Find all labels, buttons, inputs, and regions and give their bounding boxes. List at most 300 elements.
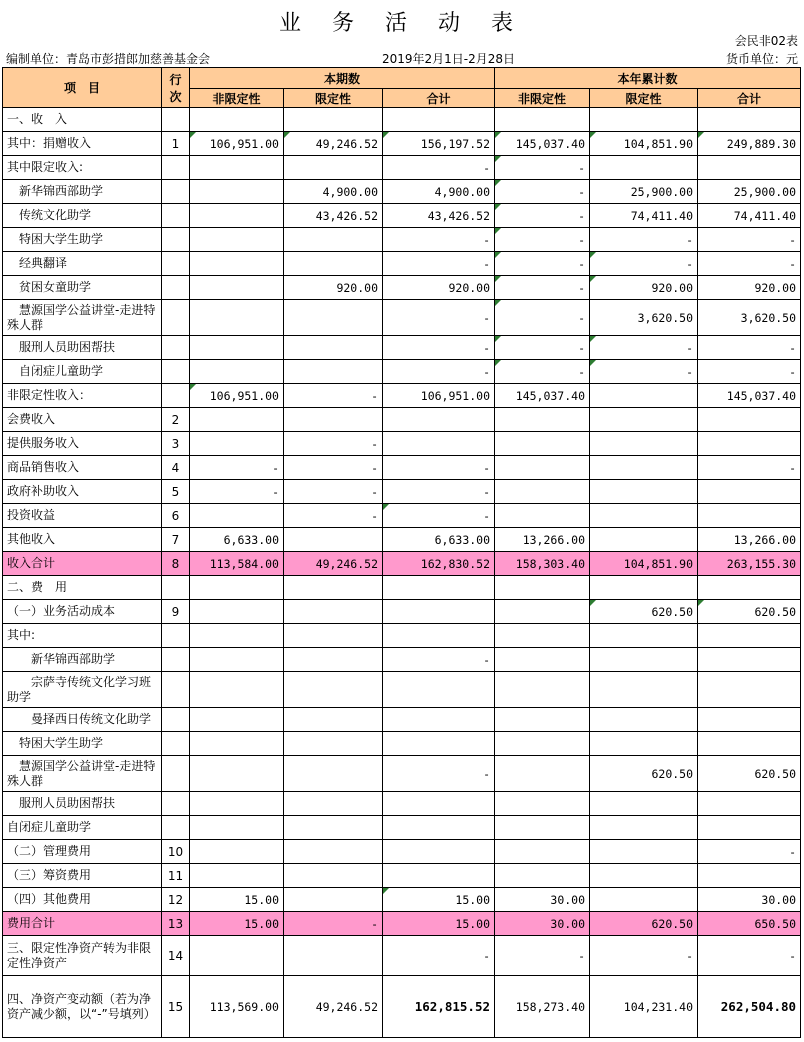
cell-c1 <box>190 156 284 180</box>
cell-y3: - <box>698 360 801 384</box>
row-line-number <box>162 672 190 708</box>
cell-c2: - <box>284 504 383 528</box>
form-code: 会民非02表 <box>734 34 798 48</box>
cell-c3 <box>383 864 495 888</box>
cell-c1: 6,633.00 <box>190 528 284 552</box>
cell-c3: 43,426.52 <box>383 204 495 228</box>
row-item-label: 其中：捐赠收入 <box>3 132 162 156</box>
row-item-label: 非限定性收入： <box>3 384 162 408</box>
cell-y3 <box>698 156 801 180</box>
table-row <box>3 864 801 888</box>
row-line-number <box>162 732 190 756</box>
row-item-label: 特困大学生助学 <box>3 732 162 756</box>
table-row <box>3 756 801 792</box>
cell-y1: - <box>495 228 590 252</box>
cell-c2: - <box>284 912 383 936</box>
cell-c2 <box>284 336 383 360</box>
cell-y2 <box>590 156 698 180</box>
cell-y1 <box>495 480 590 504</box>
row-item-label: 一、收 入 <box>3 108 162 132</box>
report-title: 业 务 活 动 表 <box>279 11 525 36</box>
row-line-number: 8 <box>162 552 190 576</box>
cell-y3 <box>698 672 801 708</box>
cell-c1: 113,569.00 <box>190 976 284 1038</box>
cell-y2: 3,620.50 <box>590 300 698 336</box>
cell-y3 <box>698 108 801 132</box>
cell-c3: - <box>383 156 495 180</box>
cell-c3: 920.00 <box>383 276 495 300</box>
cell-y2 <box>590 672 698 708</box>
cell-c3: - <box>383 228 495 252</box>
cell-c3: 106,951.00 <box>383 384 495 408</box>
row-item-label: 慧源国学公益讲堂-走进特殊人群 <box>3 756 162 792</box>
cell-y3: 920.00 <box>698 276 801 300</box>
table-row <box>3 360 801 384</box>
cell-c2 <box>284 756 383 792</box>
cell-c2 <box>284 888 383 912</box>
row-item-label: 提供服务收入 <box>3 432 162 456</box>
cell-c2 <box>284 840 383 864</box>
cell-c3 <box>383 732 495 756</box>
header-item: 项 目 <box>3 68 162 108</box>
header-current: 本期数 <box>190 68 495 89</box>
row-item-label: 商品销售收入 <box>3 456 162 480</box>
cell-c1 <box>190 816 284 840</box>
cell-c3 <box>383 792 495 816</box>
table-row <box>3 708 801 732</box>
cell-y1 <box>495 708 590 732</box>
cell-y2: - <box>590 228 698 252</box>
cell-y3: 650.50 <box>698 912 801 936</box>
header-current-restricted: 限定性 <box>284 89 383 108</box>
row-item-label: 收入合计 <box>3 552 162 576</box>
cell-c1: 106,951.00 <box>190 132 284 156</box>
cell-c1 <box>190 204 284 228</box>
cell-y2: 104,851.90 <box>590 132 698 156</box>
cell-c2: 49,246.52 <box>284 976 383 1038</box>
cell-y1: - <box>495 204 590 228</box>
cell-c3: 15.00 <box>383 888 495 912</box>
row-item-label: 二、费 用 <box>3 576 162 600</box>
table-row <box>3 156 801 180</box>
row-item-label: 新华锦西部助学 <box>3 648 162 672</box>
row-line-number <box>162 624 190 648</box>
cell-c1: - <box>190 456 284 480</box>
table-row <box>3 504 801 528</box>
row-line-number <box>162 756 190 792</box>
table-row <box>3 672 801 708</box>
cell-y1 <box>495 672 590 708</box>
row-item-label: 自闭症儿童助学 <box>3 816 162 840</box>
cell-y3 <box>698 864 801 888</box>
row-line-number <box>162 276 190 300</box>
cell-c2 <box>284 408 383 432</box>
cell-c1 <box>190 936 284 976</box>
cell-c3: - <box>383 648 495 672</box>
row-item-label: 政府补助收入 <box>3 480 162 504</box>
cell-y2 <box>590 864 698 888</box>
cell-y1 <box>495 432 590 456</box>
cell-y1: - <box>495 360 590 384</box>
cell-c1 <box>190 180 284 204</box>
table-row <box>3 108 801 132</box>
cell-y2: - <box>590 360 698 384</box>
row-line-number <box>162 360 190 384</box>
table-row <box>3 228 801 252</box>
cell-y3 <box>698 480 801 504</box>
row-item-label: 经典翻译 <box>3 252 162 276</box>
cell-y1: 145,037.40 <box>495 384 590 408</box>
cell-c1 <box>190 648 284 672</box>
table-row <box>3 204 801 228</box>
row-item-label: 贫困女童助学 <box>3 276 162 300</box>
cell-y3 <box>698 432 801 456</box>
row-item-label: （二）管理费用 <box>3 840 162 864</box>
cell-y2 <box>590 432 698 456</box>
cell-y2: 74,411.40 <box>590 204 698 228</box>
cell-y2: 620.50 <box>590 912 698 936</box>
cell-c2 <box>284 648 383 672</box>
row-item-label: 慧源国学公益讲堂-走进特殊人群 <box>3 300 162 336</box>
table-row <box>3 912 801 936</box>
cell-c1 <box>190 576 284 600</box>
cell-c2: - <box>284 432 383 456</box>
cell-c3: 15.00 <box>383 912 495 936</box>
cell-y2: 25,900.00 <box>590 180 698 204</box>
row-item-label: 投资收益 <box>3 504 162 528</box>
table-row <box>3 576 801 600</box>
cell-c2 <box>284 528 383 552</box>
cell-c2: - <box>284 384 383 408</box>
table-row <box>3 888 801 912</box>
cell-c3 <box>383 708 495 732</box>
cell-c1 <box>190 360 284 384</box>
cell-y1 <box>495 756 590 792</box>
cell-y1 <box>495 840 590 864</box>
cell-c1 <box>190 336 284 360</box>
row-item-label: 曼择西日传统文化助学 <box>3 708 162 732</box>
row-line-number: 15 <box>162 976 190 1038</box>
cell-y1 <box>495 108 590 132</box>
row-item-label: 三、限定性净资产转为非限定性净资产 <box>3 936 162 976</box>
table-row <box>3 976 801 1038</box>
row-item-label: （三）筹资费用 <box>3 864 162 888</box>
header-current-total: 合计 <box>383 89 495 108</box>
cell-y2 <box>590 504 698 528</box>
cell-y1: - <box>495 300 590 336</box>
cell-c2 <box>284 156 383 180</box>
cell-c3 <box>383 624 495 648</box>
row-line-number: 7 <box>162 528 190 552</box>
cell-c1 <box>190 708 284 732</box>
cell-y3 <box>698 732 801 756</box>
table-row <box>3 180 801 204</box>
row-line-number <box>162 816 190 840</box>
header-current-unrestricted: 非限定性 <box>190 89 284 108</box>
cell-c3: 162,830.52 <box>383 552 495 576</box>
cell-y1: 145,037.40 <box>495 132 590 156</box>
cell-y2: 920.00 <box>590 276 698 300</box>
cell-y1: 30.00 <box>495 888 590 912</box>
cell-c1 <box>190 276 284 300</box>
cell-y3 <box>698 504 801 528</box>
cell-y2 <box>590 840 698 864</box>
table-row <box>3 276 801 300</box>
header-ytd: 本年累计数 <box>495 68 801 89</box>
cell-y2 <box>590 708 698 732</box>
cell-c1: 113,584.00 <box>190 552 284 576</box>
cell-c1: 106,951.00 <box>190 384 284 408</box>
org-unit: 编制单位：青岛市彭措郎加慈善基金会 <box>6 52 211 66</box>
cell-c1 <box>190 864 284 888</box>
cell-y1: - <box>495 252 590 276</box>
cell-c1 <box>190 672 284 708</box>
cell-c2 <box>284 864 383 888</box>
row-item-label: 宗萨寺传统文化学习班助学 <box>3 672 162 708</box>
row-item-label: 服刑人员助困帮扶 <box>3 336 162 360</box>
cell-y2 <box>590 108 698 132</box>
cell-y1: - <box>495 180 590 204</box>
row-line-number <box>162 792 190 816</box>
cell-y1 <box>495 816 590 840</box>
cell-y3: - <box>698 840 801 864</box>
cell-c2 <box>284 792 383 816</box>
table-row <box>3 456 801 480</box>
cell-c1 <box>190 300 284 336</box>
row-line-number <box>162 204 190 228</box>
table-row <box>3 480 801 504</box>
row-item-label: 其他收入 <box>3 528 162 552</box>
cell-c3: 6,633.00 <box>383 528 495 552</box>
cell-y3: 30.00 <box>698 888 801 912</box>
table-body <box>3 108 801 1038</box>
row-item-label: 费用合计 <box>3 912 162 936</box>
cell-c2: 49,246.52 <box>284 552 383 576</box>
cell-y3: 620.50 <box>698 600 801 624</box>
table-row <box>3 432 801 456</box>
cell-y2 <box>590 648 698 672</box>
cell-y3: - <box>698 456 801 480</box>
cell-y1 <box>495 624 590 648</box>
cell-c3: - <box>383 480 495 504</box>
cell-y1 <box>495 792 590 816</box>
row-line-number <box>162 300 190 336</box>
row-line-number <box>162 648 190 672</box>
cell-y3: - <box>698 936 801 976</box>
cell-y2 <box>590 384 698 408</box>
cell-y1 <box>495 864 590 888</box>
cell-y1 <box>495 732 590 756</box>
cell-c3: - <box>383 456 495 480</box>
row-line-number: 12 <box>162 888 190 912</box>
cell-y2: - <box>590 252 698 276</box>
header-ytd-total: 合计 <box>698 89 801 108</box>
cell-c1 <box>190 732 284 756</box>
cell-c1 <box>190 600 284 624</box>
table-row <box>3 252 801 276</box>
cell-c3 <box>383 816 495 840</box>
cell-c3 <box>383 840 495 864</box>
cell-y1 <box>495 408 590 432</box>
cell-y2: 104,851.90 <box>590 552 698 576</box>
row-item-label: 自闭症儿童助学 <box>3 360 162 384</box>
table-row <box>3 300 801 336</box>
row-line-number: 13 <box>162 912 190 936</box>
cell-c1 <box>190 504 284 528</box>
table-row <box>3 408 801 432</box>
table-row <box>3 384 801 408</box>
table-row <box>3 648 801 672</box>
cell-c1 <box>190 108 284 132</box>
table-row <box>3 840 801 864</box>
cell-c2 <box>284 624 383 648</box>
cell-y2: 620.50 <box>590 756 698 792</box>
table-row <box>3 792 801 816</box>
row-line-number: 9 <box>162 600 190 624</box>
header-ytd-unrestricted: 非限定性 <box>495 89 590 108</box>
row-item-label: 会费收入 <box>3 408 162 432</box>
cell-y1 <box>495 504 590 528</box>
activity-table <box>2 67 801 1038</box>
cell-c3 <box>383 108 495 132</box>
table-row <box>3 732 801 756</box>
cell-y1: 158,273.40 <box>495 976 590 1038</box>
cell-c1: 15.00 <box>190 888 284 912</box>
cell-y3: - <box>698 252 801 276</box>
report-period: 2019年2月1日-2月28日 <box>382 52 516 66</box>
row-line-number: 2 <box>162 408 190 432</box>
cell-c3: - <box>383 360 495 384</box>
cell-c1 <box>190 408 284 432</box>
cell-y3: 249,889.30 <box>698 132 801 156</box>
cell-c1 <box>190 228 284 252</box>
cell-y2 <box>590 456 698 480</box>
cell-y3: 3,620.50 <box>698 300 801 336</box>
cell-y3: - <box>698 336 801 360</box>
cell-y2 <box>590 792 698 816</box>
cell-c2 <box>284 252 383 276</box>
row-line-number: 3 <box>162 432 190 456</box>
cell-y2: 104,231.40 <box>590 976 698 1038</box>
cell-y3: 13,266.00 <box>698 528 801 552</box>
cell-c2 <box>284 108 383 132</box>
cell-c2 <box>284 708 383 732</box>
row-item-label: 传统文化助学 <box>3 204 162 228</box>
row-item-label: 服刑人员助困帮扶 <box>3 792 162 816</box>
row-line-number: 14 <box>162 936 190 976</box>
cell-y2 <box>590 732 698 756</box>
cell-c3: - <box>383 504 495 528</box>
cell-y3 <box>698 708 801 732</box>
cell-c2: 43,426.52 <box>284 204 383 228</box>
cell-c1: 15.00 <box>190 912 284 936</box>
cell-y1: 13,266.00 <box>495 528 590 552</box>
cell-c2 <box>284 732 383 756</box>
cell-c3 <box>383 672 495 708</box>
row-line-number <box>162 576 190 600</box>
cell-y1 <box>495 648 590 672</box>
cell-c2 <box>284 228 383 252</box>
cell-c1 <box>190 252 284 276</box>
cell-c3: - <box>383 756 495 792</box>
cell-y2 <box>590 480 698 504</box>
row-line-number <box>162 108 190 132</box>
row-line-number: 4 <box>162 456 190 480</box>
cell-c2 <box>284 360 383 384</box>
cell-y2: 620.50 <box>590 600 698 624</box>
cell-c2: 49,246.52 <box>284 132 383 156</box>
cell-c2: - <box>284 480 383 504</box>
cell-c2 <box>284 936 383 976</box>
cell-c1: - <box>190 480 284 504</box>
cell-y2 <box>590 576 698 600</box>
row-line-number <box>162 228 190 252</box>
table-row <box>3 624 801 648</box>
cell-y3: 25,900.00 <box>698 180 801 204</box>
cell-y2: - <box>590 336 698 360</box>
cell-y1: - <box>495 936 590 976</box>
row-line-number <box>162 708 190 732</box>
header-line: 行次 <box>162 68 190 108</box>
cell-y1: 158,303.40 <box>495 552 590 576</box>
row-line-number <box>162 336 190 360</box>
row-item-label: 其中限定收入: <box>3 156 162 180</box>
cell-y1 <box>495 456 590 480</box>
cell-c3 <box>383 432 495 456</box>
cell-y2 <box>590 528 698 552</box>
row-line-number: 11 <box>162 864 190 888</box>
cell-y3: - <box>698 228 801 252</box>
cell-c3: 156,197.52 <box>383 132 495 156</box>
table-row <box>3 552 801 576</box>
cell-y3: 145,037.40 <box>698 384 801 408</box>
cell-c2 <box>284 672 383 708</box>
cell-y3: 262,504.80 <box>698 976 801 1038</box>
cell-c2 <box>284 600 383 624</box>
cell-y3 <box>698 576 801 600</box>
cell-y3: 620.50 <box>698 756 801 792</box>
row-line-number: 5 <box>162 480 190 504</box>
cell-c2: 4,900.00 <box>284 180 383 204</box>
table-row <box>3 600 801 624</box>
cell-c1 <box>190 840 284 864</box>
cell-c2 <box>284 816 383 840</box>
row-line-number: 10 <box>162 840 190 864</box>
row-item-label: 新华锦西部助学 <box>3 180 162 204</box>
cell-y3 <box>698 624 801 648</box>
row-line-number <box>162 180 190 204</box>
header-ytd-restricted: 限定性 <box>590 89 698 108</box>
table-row <box>3 816 801 840</box>
cell-y3 <box>698 648 801 672</box>
cell-c3: 4,900.00 <box>383 180 495 204</box>
table-row <box>3 936 801 976</box>
row-item-label: （一）业务活动成本 <box>3 600 162 624</box>
cell-c3 <box>383 408 495 432</box>
row-item-label: 其中: <box>3 624 162 648</box>
row-line-number <box>162 384 190 408</box>
cell-c2 <box>284 576 383 600</box>
row-line-number: 6 <box>162 504 190 528</box>
table-row <box>3 132 801 156</box>
cell-y3: 74,411.40 <box>698 204 801 228</box>
cell-c3: - <box>383 936 495 976</box>
cell-y2 <box>590 624 698 648</box>
row-item-label: 四、净资产变动额（若为净资产减少额，以“-”号填列） <box>3 976 162 1038</box>
row-item-label: （四）其他费用 <box>3 888 162 912</box>
cell-c1 <box>190 432 284 456</box>
cell-c1 <box>190 792 284 816</box>
